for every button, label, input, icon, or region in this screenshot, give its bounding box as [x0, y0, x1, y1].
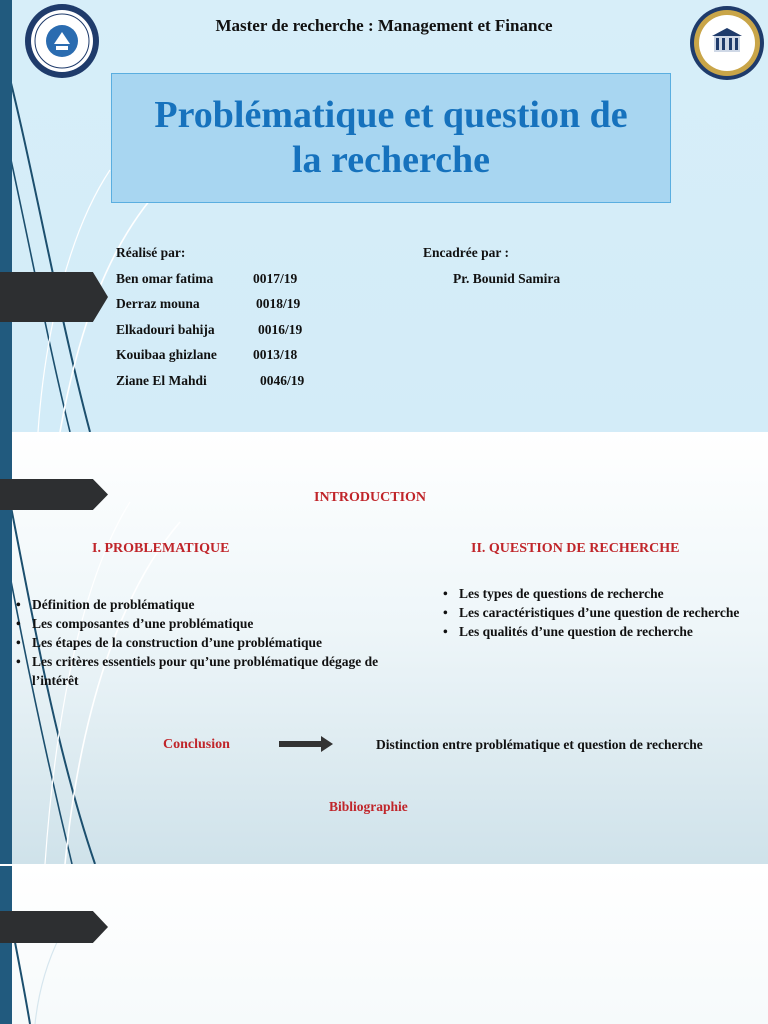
students-column	[116, 245, 376, 398]
conclusion-text: Distinction entre problématique et question de recherche	[376, 737, 703, 752]
bibliographie-heading: Bibliographie	[329, 799, 408, 814]
section-problematique-title: I. PROBLEMATIQUE	[92, 541, 230, 556]
list-item: • Les critères essentiels pour qu’une problématique dégage de l’intérêt	[15, 652, 385, 690]
slide-outline	[0, 432, 768, 864]
slide-tab-arrow	[0, 479, 108, 510]
student-row	[116, 322, 376, 348]
header-title: Master de recherche : Management et Finance	[215, 16, 553, 35]
slide-title	[0, 0, 768, 432]
encadre-label: Encadrée par :	[423, 245, 509, 260]
question-list	[442, 584, 752, 641]
student-code: 0016/19	[258, 321, 303, 337]
student-code: 0017/19	[253, 270, 298, 286]
supervisor-column	[423, 245, 683, 296]
student-code: 0046/19	[260, 372, 305, 388]
page-title-box	[111, 73, 671, 203]
slide-next	[0, 866, 768, 1024]
student-row	[116, 347, 376, 373]
slide-tab-arrow	[0, 911, 108, 943]
list-item: • Définition de problématique	[15, 595, 385, 614]
student-name: Elkadouri bahija	[116, 321, 215, 337]
university-seal-icon	[23, 2, 101, 80]
section-question-title: II. QUESTION DE RECHERCHE	[471, 541, 680, 556]
decorative-lines	[0, 866, 768, 1024]
right-arrow-icon	[279, 736, 333, 752]
supervisor-name: Pr. Bounid Samira	[453, 270, 561, 286]
left-edge-bar	[0, 0, 12, 432]
list-item: • Les caractéristiques d’une question de recherche	[442, 603, 752, 622]
page-title-line-2: la recherche	[291, 139, 490, 181]
student-name: Kouibaa ghizlane	[116, 347, 217, 362]
supervisor-row	[423, 271, 683, 297]
page-title	[154, 93, 627, 183]
conclusion-label: Conclusion	[163, 737, 230, 752]
student-name: Ben omar fatima	[116, 270, 214, 286]
left-edge-bar	[0, 866, 12, 1024]
slide-tab-arrow	[0, 272, 108, 322]
realise-label: Réalisé par:	[116, 245, 186, 260]
page-title-line-1: Problématique et question de	[154, 94, 628, 137]
student-row	[116, 271, 376, 297]
student-name: Ziane El Mahdi	[116, 372, 207, 388]
introduction-heading: INTRODUCTION	[314, 490, 427, 505]
list-item: • Les qualités d’une question de recherche	[442, 622, 752, 641]
list-item: • Les étapes de la construction d’une problématique	[15, 633, 385, 652]
student-code: 0013/18	[253, 347, 298, 362]
list-item: • Les composantes d’une problématique	[15, 614, 385, 633]
student-row	[116, 296, 376, 322]
student-name: Derraz mouna	[116, 296, 200, 311]
list-item: • Les types de questions de recherche	[442, 584, 752, 603]
student-row	[116, 373, 376, 399]
student-code: 0018/19	[256, 296, 301, 311]
problematique-list	[15, 595, 385, 690]
